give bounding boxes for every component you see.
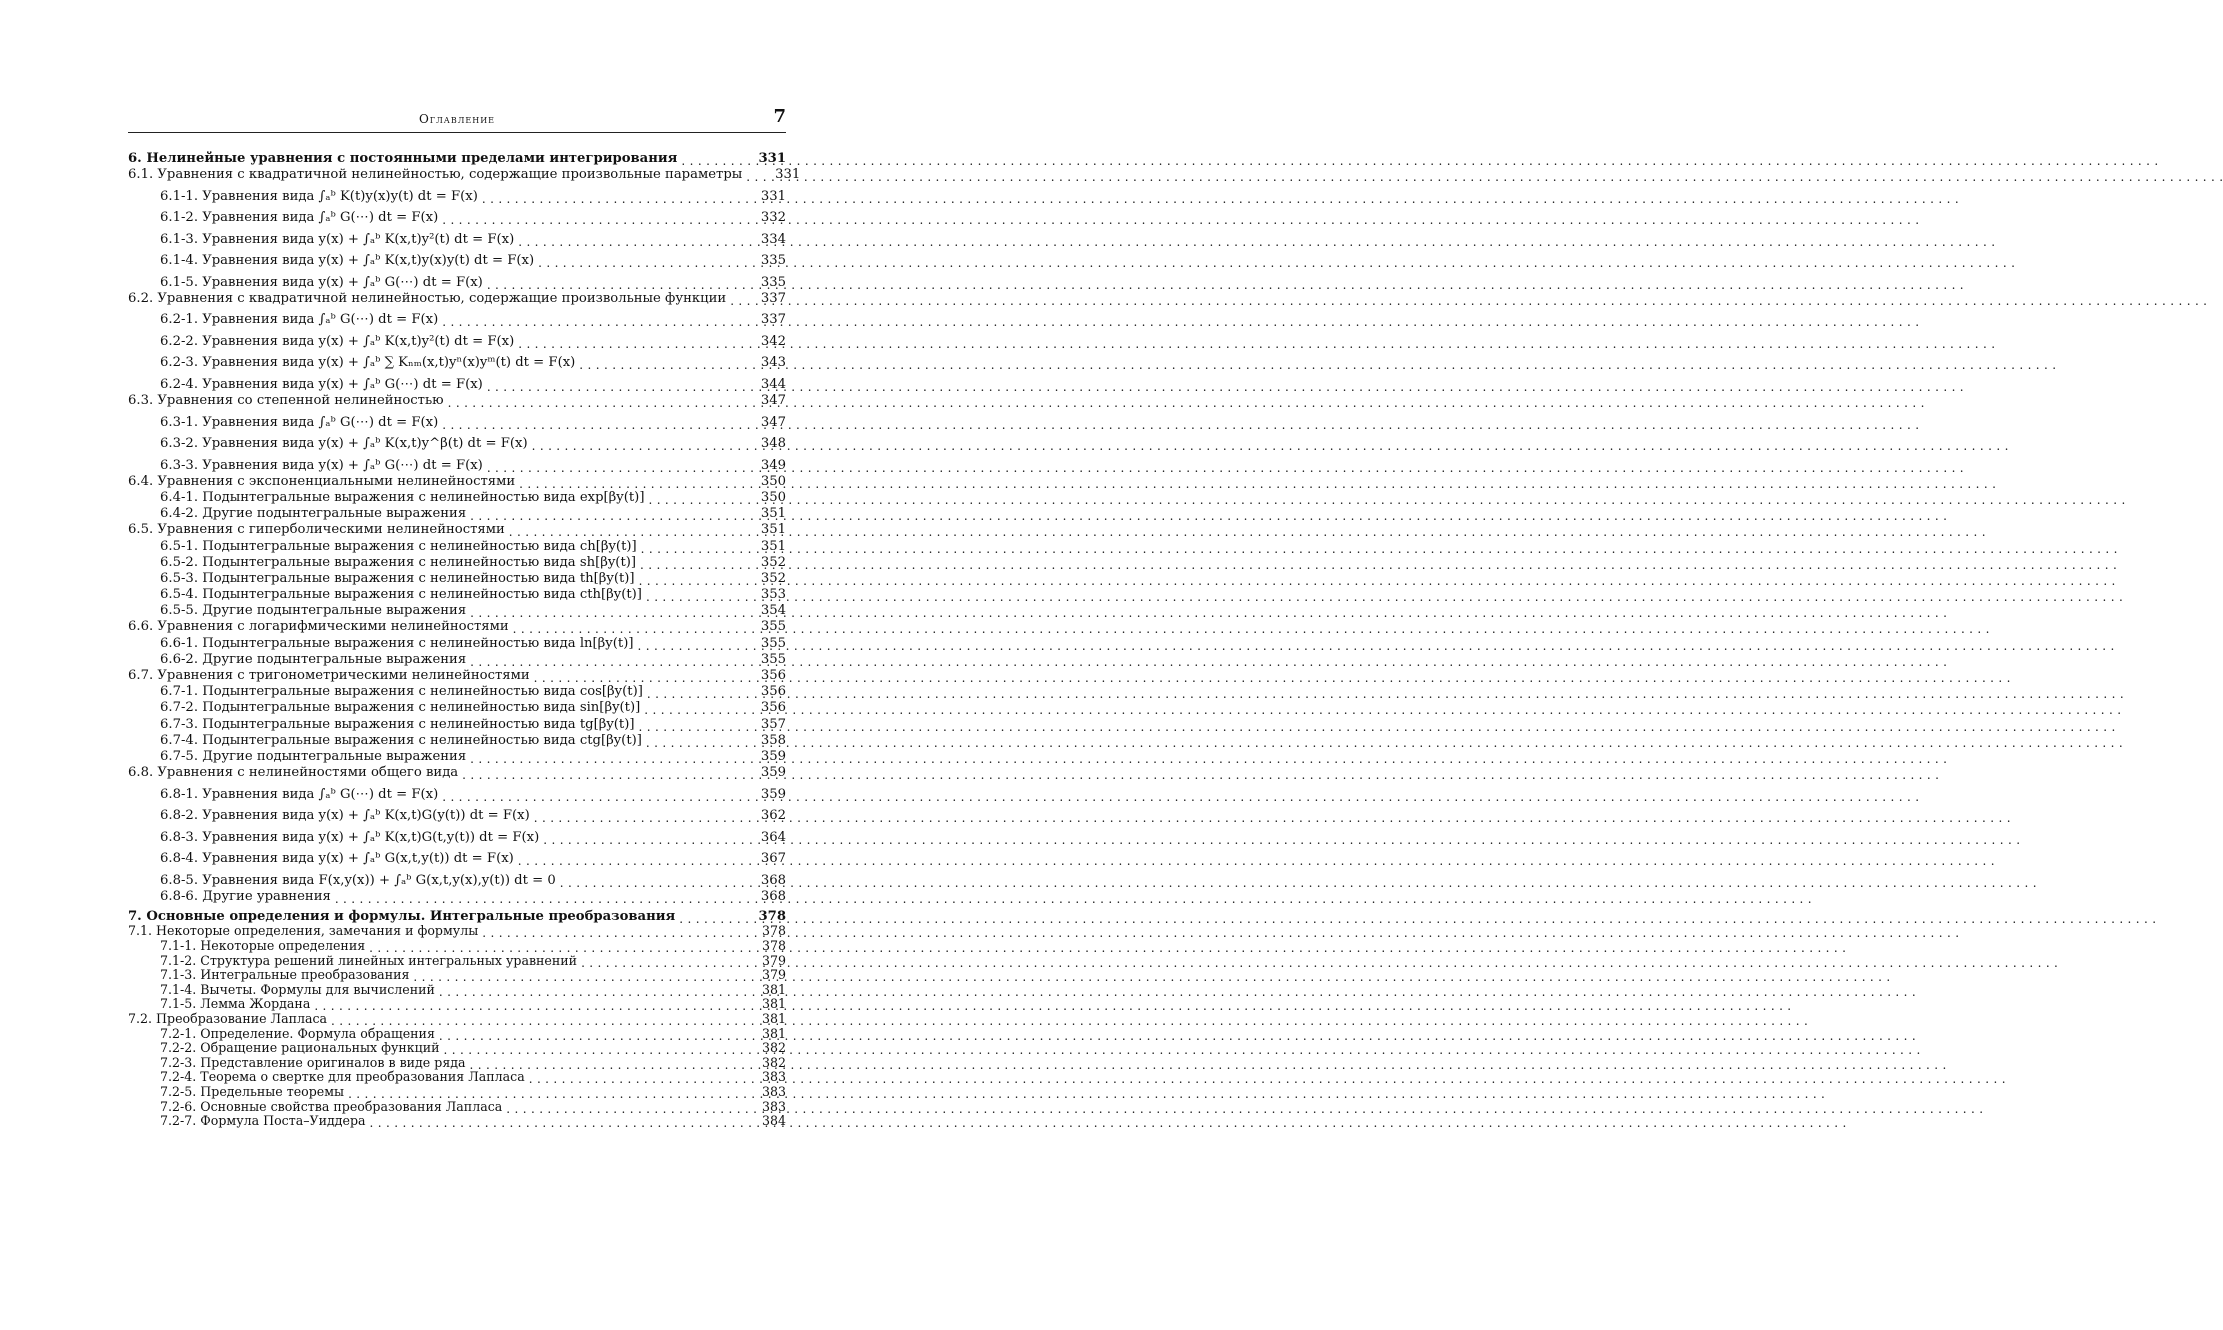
toc-entry-title: 7.1-1. Некоторые определения	[160, 938, 366, 953]
leader-dots	[646, 735, 740, 749]
toc-entry-title: 7.2-2. Обращение рациональных функций	[160, 1040, 440, 1056]
toc-page-number: 335	[760, 253, 786, 269]
toc-entry-title: 6.6. Уравнения с логарифмическими нелинейностями	[128, 619, 509, 635]
leader-dots	[534, 670, 740, 684]
toc-entry-title: 7. Основные определения и формулы. Интегральные преобразования	[128, 908, 676, 924]
leader-dots	[519, 476, 740, 490]
toc-page-number: 344	[760, 376, 786, 392]
leader-dots	[442, 789, 740, 803]
toc-subsection[interactable]	[128, 635, 786, 651]
leader-dots	[646, 589, 740, 603]
toc-entry-title: 6.7-2. Подынтегральные выражения с нелинейностью вида sin[βy(t)]	[160, 700, 641, 716]
leader-dots	[647, 686, 740, 700]
leader-dots	[679, 911, 740, 925]
leader-dots	[470, 751, 740, 765]
toc-page-number: 358	[760, 732, 786, 748]
toc-entry-title: 6.8-5. Уравнения вида F(x,y(x)) + ∫ₐᵇ G(x,t,y(x),y(t)) dt = 0	[160, 872, 556, 888]
leader-dots	[560, 875, 740, 889]
toc-page-number: 331	[775, 167, 801, 183]
page-number: 7	[773, 106, 786, 127]
toc-section[interactable]	[128, 765, 786, 781]
toc-subsection[interactable]	[128, 733, 786, 749]
toc-subsection[interactable]	[128, 452, 786, 474]
toc-page-number: 364	[760, 829, 786, 845]
leader-dots	[538, 255, 740, 269]
toc-entry-title: 7.2-5. Предельные теоремы	[160, 1083, 345, 1099]
toc-subsection[interactable]	[128, 700, 786, 716]
toc-entry-title: 6.8. Уравнения с нелинейностями общего вида	[128, 765, 459, 781]
toc-entry-title: 7.1-4. Вычеты. Формулы для вычислений	[160, 981, 435, 997]
toc-subsection[interactable]	[128, 490, 786, 506]
leader-dots	[518, 336, 740, 350]
leader-dots	[518, 853, 740, 867]
leader-dots	[638, 638, 741, 652]
toc-section[interactable]	[128, 619, 786, 635]
leader-dots	[534, 810, 740, 824]
toc-entry-title: 6.1-2. Уравнения вида ∫ₐᵇ G(⋯) dt = F(x)	[160, 210, 439, 226]
toc-subsection[interactable]	[128, 803, 786, 825]
leader-dots	[579, 357, 740, 371]
toc-subsection[interactable]	[128, 781, 786, 803]
leader-dots	[513, 621, 740, 635]
toc-subsection[interactable]	[128, 371, 786, 393]
toc-page-number: 337	[760, 290, 786, 306]
toc-section[interactable]	[128, 522, 786, 538]
toc-page-number: 383	[761, 1069, 786, 1085]
toc-subsection[interactable]	[128, 824, 786, 846]
toc-subsection[interactable]	[128, 749, 786, 765]
toc-page-number: 334	[760, 231, 786, 247]
toc-entry-title: 6.2-4. Уравнения вида y(x) + ∫ₐᵇ G(⋯) dt = F(x)	[160, 376, 483, 392]
toc-section[interactable]	[128, 474, 786, 490]
toc-page-number: 343	[760, 355, 786, 371]
toc-entry-title: 6.1-1. Уравнения вида ∫ₐᵇ K(t)y(x)y(t) dt = F(x)	[160, 188, 478, 204]
leader-dots	[444, 1042, 740, 1056]
toc-entry-title: 6.3-2. Уравнения вида y(x) + ∫ₐᵇ K(x,t)y^β(t) dt = F(x)	[160, 436, 528, 452]
toc-entry-title: 6.3-3. Уравнения вида y(x) + ∫ₐᵇ G(⋯) dt = F(x)	[160, 457, 483, 473]
toc-subsection[interactable]	[128, 350, 786, 372]
toc-entry-title: 6.5-4. Подынтегральные выражения с нелинейностью вида cth[βy(t)]	[160, 587, 642, 603]
toc-page-number: 337	[760, 312, 786, 328]
leader-dots	[413, 969, 740, 983]
toc-page-number: 351	[760, 506, 786, 522]
leader-dots	[442, 314, 740, 328]
leader-dots	[482, 925, 740, 939]
toc-page-number: 381	[761, 1010, 786, 1026]
toc-subsection[interactable]	[128, 555, 786, 571]
toc-page-number: 351	[760, 538, 786, 554]
toc-subsection[interactable]	[128, 431, 786, 453]
leader-dots	[648, 492, 740, 506]
toc-entry-title: 6.1-4. Уравнения вида y(x) + ∫ₐᵇ K(x,t)y(x)y(t) dt = F(x)	[160, 253, 535, 269]
toc-page-number: 378	[758, 908, 786, 924]
toc-page-number: 381	[761, 996, 786, 1012]
toc-page-number: 332	[760, 210, 786, 226]
toc-subsection[interactable]	[128, 269, 786, 291]
running-header	[128, 106, 786, 133]
toc-section[interactable]	[128, 167, 801, 183]
leader-dots	[370, 1115, 740, 1129]
toc-page-number: 383	[761, 1098, 786, 1114]
toc-chapter[interactable]	[128, 908, 786, 925]
toc-page-number: 359	[760, 786, 786, 802]
toc-page-number: 356	[760, 668, 786, 683]
leader-dots	[487, 277, 740, 291]
toc-entry-title: 6.1-5. Уравнения вида y(x) + ∫ₐᵇ G(⋯) dt = F(x)	[160, 274, 483, 290]
leader-dots	[470, 508, 740, 522]
toc-entry-title: 7.1. Некоторые определения, замечания и формулы	[128, 923, 479, 939]
toc-entry-title: 6.7-4. Подынтегральные выражения с нелинейностью вида ctg[βy(t)]	[160, 732, 642, 748]
leader-dots	[644, 702, 740, 716]
toc-subsection[interactable]	[128, 307, 786, 329]
toc-entry-title: 6.7-3. Подынтегральные выражения с нелинейностью вида tg[βy(t)]	[160, 716, 635, 732]
toc-page-number: 383	[761, 1083, 786, 1099]
toc-entry-title: 7.2-3. Представление оригиналов в виде ряда	[160, 1054, 466, 1070]
toc-page-number: 384	[761, 1113, 786, 1129]
toc-entry-title: 6.5-2. Подынтегральные выражения с нелинейностью вида sh[βy(t)]	[160, 554, 637, 570]
toc-page-number: 359	[760, 748, 786, 764]
table-of-contents	[128, 150, 801, 1129]
toc-entry-title: 6.2. Уравнения с квадратичной нелинейностью, содержащие произвольные функции	[128, 290, 727, 306]
toc-subsection[interactable]	[128, 603, 786, 619]
leader-dots	[639, 573, 740, 587]
toc-page-number: 335	[760, 274, 786, 290]
toc-subsection[interactable]	[128, 205, 786, 227]
toc-page-number: 367	[760, 851, 786, 867]
toc-page-number: 348	[760, 436, 786, 452]
toc-entry-title: 6.8-4. Уравнения вида y(x) + ∫ₐᵇ G(x,t,y(t)) dt = F(x)	[160, 851, 514, 867]
leader-dots	[470, 654, 740, 668]
toc-page-number: 357	[760, 716, 786, 732]
toc-page-number: 352	[760, 554, 786, 570]
toc-entry-title: 6.4-1. Подынтегральные выражения с нелинейностью вида exp[βy(t)]	[160, 489, 645, 505]
toc-entry-title: 7.2. Преобразование Лапласа	[128, 1010, 328, 1026]
leader-dots	[487, 379, 740, 393]
toc-entry-title: 6.6-1. Подынтегральные выражения с нелинейностью вида ln[βy(t)]	[160, 635, 634, 651]
leader-dots	[439, 984, 740, 998]
toc-page-number: 381	[761, 981, 786, 997]
toc-page-number: 368	[760, 872, 786, 888]
toc-subsection[interactable]	[128, 889, 786, 905]
toc-subsection[interactable]	[128, 716, 786, 732]
toc-subsection[interactable]	[128, 248, 786, 270]
toc-entry-title: 6.2-2. Уравнения вида y(x) + ∫ₐᵇ K(x,t)y²(t) dt = F(x)	[160, 333, 515, 349]
toc-entry-title: 6.2-3. Уравнения вида y(x) + ∫ₐᵇ ∑ Kₙₘ(x,t)yⁿ(x)yᵐ(t) dt = F(x)	[160, 355, 576, 371]
toc-page-number: 356	[760, 700, 786, 716]
toc-page-number: 347	[760, 414, 786, 430]
leader-dots	[639, 719, 740, 733]
leader-dots	[470, 605, 740, 619]
toc-page-number: 352	[760, 570, 786, 586]
toc-entry-title: 6.5-1. Подынтегральные выражения с нелинейностью вида ch[βy(t)]	[160, 538, 637, 554]
leader-dots	[442, 212, 740, 226]
toc-entry-title: 7.1-3. Интегральные преобразования	[160, 967, 410, 983]
toc-entry-title: 6.7. Уравнения с тригонометрическими нелинейностями	[128, 668, 530, 683]
document-page	[0, 0, 886, 1330]
leader-dots	[442, 417, 740, 431]
toc-page-number: 355	[760, 619, 786, 635]
toc-subsection[interactable]	[128, 652, 786, 668]
toc-page-number: 350	[760, 473, 786, 489]
header-title: Оглавление	[418, 112, 496, 126]
toc-page-number: 355	[760, 651, 786, 667]
toc-page-number: 350	[760, 489, 786, 505]
toc-entry-title: 6.3-1. Уравнения вида ∫ₐᵇ G(⋯) dt = F(x)	[160, 414, 439, 430]
toc-page-number: 378	[761, 938, 786, 953]
leader-dots	[681, 153, 740, 167]
leader-dots	[730, 293, 740, 307]
toc-entry-title: 6.8-2. Уравнения вида y(x) + ∫ₐᵇ K(x,t)G(y(t)) dt = F(x)	[160, 808, 530, 824]
toc-subsection[interactable]	[128, 226, 786, 248]
toc-subsection[interactable]	[128, 328, 786, 350]
toc-subsection[interactable]	[128, 183, 786, 205]
toc-page-number: 359	[760, 765, 786, 781]
leader-dots	[462, 767, 740, 781]
toc-entry-title: 7.2-6. Основные свойства преобразования Лапласа	[160, 1098, 503, 1114]
toc-entry-title: 6.8-3. Уравнения вида y(x) + ∫ₐᵇ K(x,t)G(t,y(t)) dt = F(x)	[160, 829, 540, 845]
toc-page-number: 356	[760, 684, 786, 700]
toc-subsection[interactable]	[128, 538, 786, 554]
toc-page-number: 351	[760, 522, 786, 538]
toc-entry-title: 7.1-2. Структура решений линейных интегральных уравнений	[160, 952, 578, 968]
toc-entry-title: 6.5-3. Подынтегральные выражения с нелинейностью вида th[βy(t)]	[160, 570, 635, 586]
toc-entry-title: 6.6-2. Другие подынтегральные выражения	[160, 651, 467, 667]
leader-dots	[482, 191, 740, 205]
toc-entry-title: 6. Нелинейные уравнения с постоянными пределами интегрирования	[128, 151, 678, 166]
leader-dots	[529, 1071, 740, 1085]
toc-page-number: 362	[760, 808, 786, 824]
leader-dots	[439, 1028, 740, 1042]
toc-entry-title: 6.1-3. Уравнения вида y(x) + ∫ₐᵇ K(x,t)y²(t) dt = F(x)	[160, 231, 515, 247]
leader-dots	[581, 955, 740, 969]
toc-page-number: 381	[761, 1025, 786, 1041]
toc-entry-title: 6.3. Уравнения со степенной нелинейностью	[128, 393, 444, 409]
toc-page-number: 368	[760, 888, 786, 904]
toc-entry-title: 7.2-7. Формула Поста–Уиддера	[160, 1113, 366, 1129]
toc-subsection[interactable]	[128, 506, 786, 522]
toc-page-number: 347	[760, 393, 786, 409]
toc-subsection[interactable]	[128, 846, 786, 868]
toc-entry-title: 6.7-5. Другие подынтегральные выражения	[160, 748, 467, 764]
toc-page-number: 378	[761, 923, 786, 939]
toc-page-number: 331	[760, 188, 786, 204]
toc-page-number: 379	[761, 967, 786, 983]
leader-dots	[335, 891, 740, 905]
leader-dots	[640, 557, 740, 571]
toc-page-number: 382	[761, 1054, 786, 1070]
toc-entry-title: 6.4. Уравнения с экспоненциальными нелинейностями	[128, 473, 516, 489]
toc-page-number: 382	[761, 1040, 786, 1056]
leader-dots	[506, 1101, 740, 1115]
toc-entry-title: 6.1. Уравнения с квадратичной нелинейностью, содержащие произвольные параметры	[128, 167, 743, 183]
leader-dots	[487, 460, 740, 474]
toc-subsection[interactable]	[128, 867, 786, 889]
toc-subsection[interactable]	[128, 1115, 786, 1130]
toc-entry-title: 6.8-6. Другие уравнения	[160, 888, 331, 904]
toc-subsection[interactable]	[128, 571, 786, 587]
toc-section[interactable]	[128, 291, 786, 307]
leader-dots	[448, 395, 740, 409]
leader-dots	[641, 541, 740, 555]
toc-section[interactable]	[128, 393, 786, 409]
leader-dots	[509, 524, 740, 538]
toc-entry-title: 6.2-1. Уравнения вида ∫ₐᵇ G(⋯) dt = F(x)	[160, 312, 439, 328]
toc-page-number: 354	[760, 603, 786, 619]
toc-entry-title: 6.5-5. Другие подынтегральные выражения	[160, 603, 467, 619]
toc-entry-title: 6.8-1. Уравнения вида ∫ₐᵇ G(⋯) dt = F(x)	[160, 786, 439, 802]
toc-page-number: 355	[760, 635, 786, 651]
toc-page-number: 353	[760, 587, 786, 603]
toc-section[interactable]	[128, 668, 786, 684]
toc-entry-title: 6.7-1. Подынтегральные выражения с нелинейностью вида cos[βy(t)]	[160, 684, 643, 700]
toc-entry-title: 7.2-4. Теорема о свертке для преобразования Лапласа	[160, 1069, 525, 1085]
toc-entry-title: 7.1-5. Лемма Жордана	[160, 996, 311, 1012]
leader-dots	[746, 169, 754, 183]
leader-dots	[543, 832, 740, 846]
toc-subsection[interactable]	[128, 409, 786, 431]
toc-entry-title: 6.4-2. Другие подынтегральные выражения	[160, 506, 467, 522]
toc-chapter[interactable]	[128, 150, 786, 167]
toc-page-number: 349	[760, 457, 786, 473]
toc-page-number: 342	[760, 333, 786, 349]
toc-entry-title: 7.2-1. Определение. Формула обращения	[160, 1025, 435, 1041]
toc-page-number: 379	[761, 952, 786, 968]
toc-subsection[interactable]	[128, 587, 786, 603]
leader-dots	[532, 438, 740, 452]
toc-subsection[interactable]	[128, 684, 786, 700]
toc-page-number: 331	[758, 151, 786, 166]
toc-entry-title: 6.5. Уравнения с гиперболическими нелинейностями	[128, 522, 505, 538]
leader-dots	[314, 998, 740, 1012]
leader-dots	[518, 234, 740, 248]
